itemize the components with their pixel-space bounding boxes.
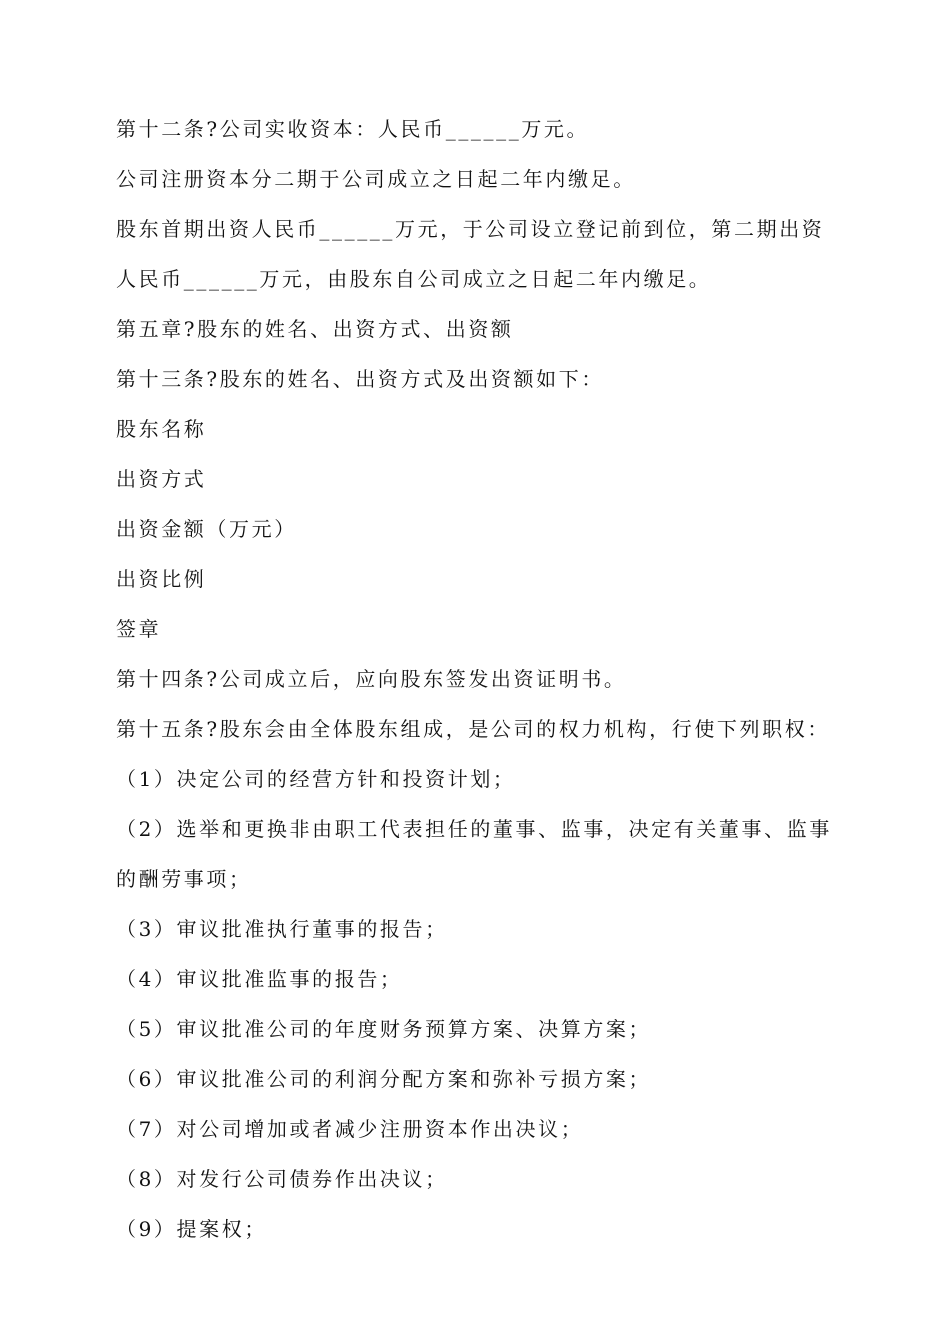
- table-header-contribution-amount: 出资金额（万元）: [116, 517, 297, 541]
- power-item-5: （5）审议批准公司的年度财务预算方案、决算方案；: [116, 1017, 652, 1041]
- power-item-8: （8）对发行公司债券作出决议；: [116, 1167, 448, 1191]
- table-header-signature: 签章: [116, 617, 162, 641]
- chapter-5-heading: 第五章?股东的姓名、出资方式、出资额: [116, 317, 514, 341]
- article-15: 第十五条?股东会由全体股东组成，是公司的权力机构，行使下列职权：: [116, 717, 830, 741]
- article-13: 第十三条?股东的姓名、出资方式及出资额如下：: [116, 367, 604, 391]
- power-item-6: （6）审议批准公司的利润分配方案和弥补亏损方案；: [116, 1067, 652, 1091]
- power-item-7: （7）对公司增加或者减少注册资本作出决议；: [116, 1117, 584, 1141]
- table-header-shareholder-name: 股东名称: [116, 417, 207, 441]
- document-page: [116, 104, 840, 1254]
- article-14: 第十四条?公司成立后，应向股东签发出资证明书。: [116, 667, 627, 691]
- power-item-9: （9）提案权；: [116, 1217, 267, 1241]
- shareholder-contribution-schedule: 股东首期出资人民币______万元，于公司设立登记前到位，第二期出资人民币______万元，由股东自公司成立之日起二年内缴足。: [116, 217, 825, 291]
- registered-capital-installments: 公司注册资本分二期于公司成立之日起二年内缴足。: [116, 167, 636, 191]
- article-12-paid-capital: 第十二条?公司实收资本：人民币______万元。: [116, 117, 590, 141]
- power-item-4: （4）审议批准监事的报告；: [116, 967, 403, 991]
- table-header-contribution-ratio: 出资比例: [116, 567, 207, 591]
- power-item-2: （2）选举和更换非由职工代表担任的董事、监事，决定有关董事、监事的酬劳事项；: [116, 817, 832, 891]
- power-item-1: （1）决定公司的经营方针和投资计划；: [116, 767, 516, 791]
- power-item-3: （3）审议批准执行董事的报告；: [116, 917, 448, 941]
- table-header-contribution-method: 出资方式: [116, 467, 207, 491]
